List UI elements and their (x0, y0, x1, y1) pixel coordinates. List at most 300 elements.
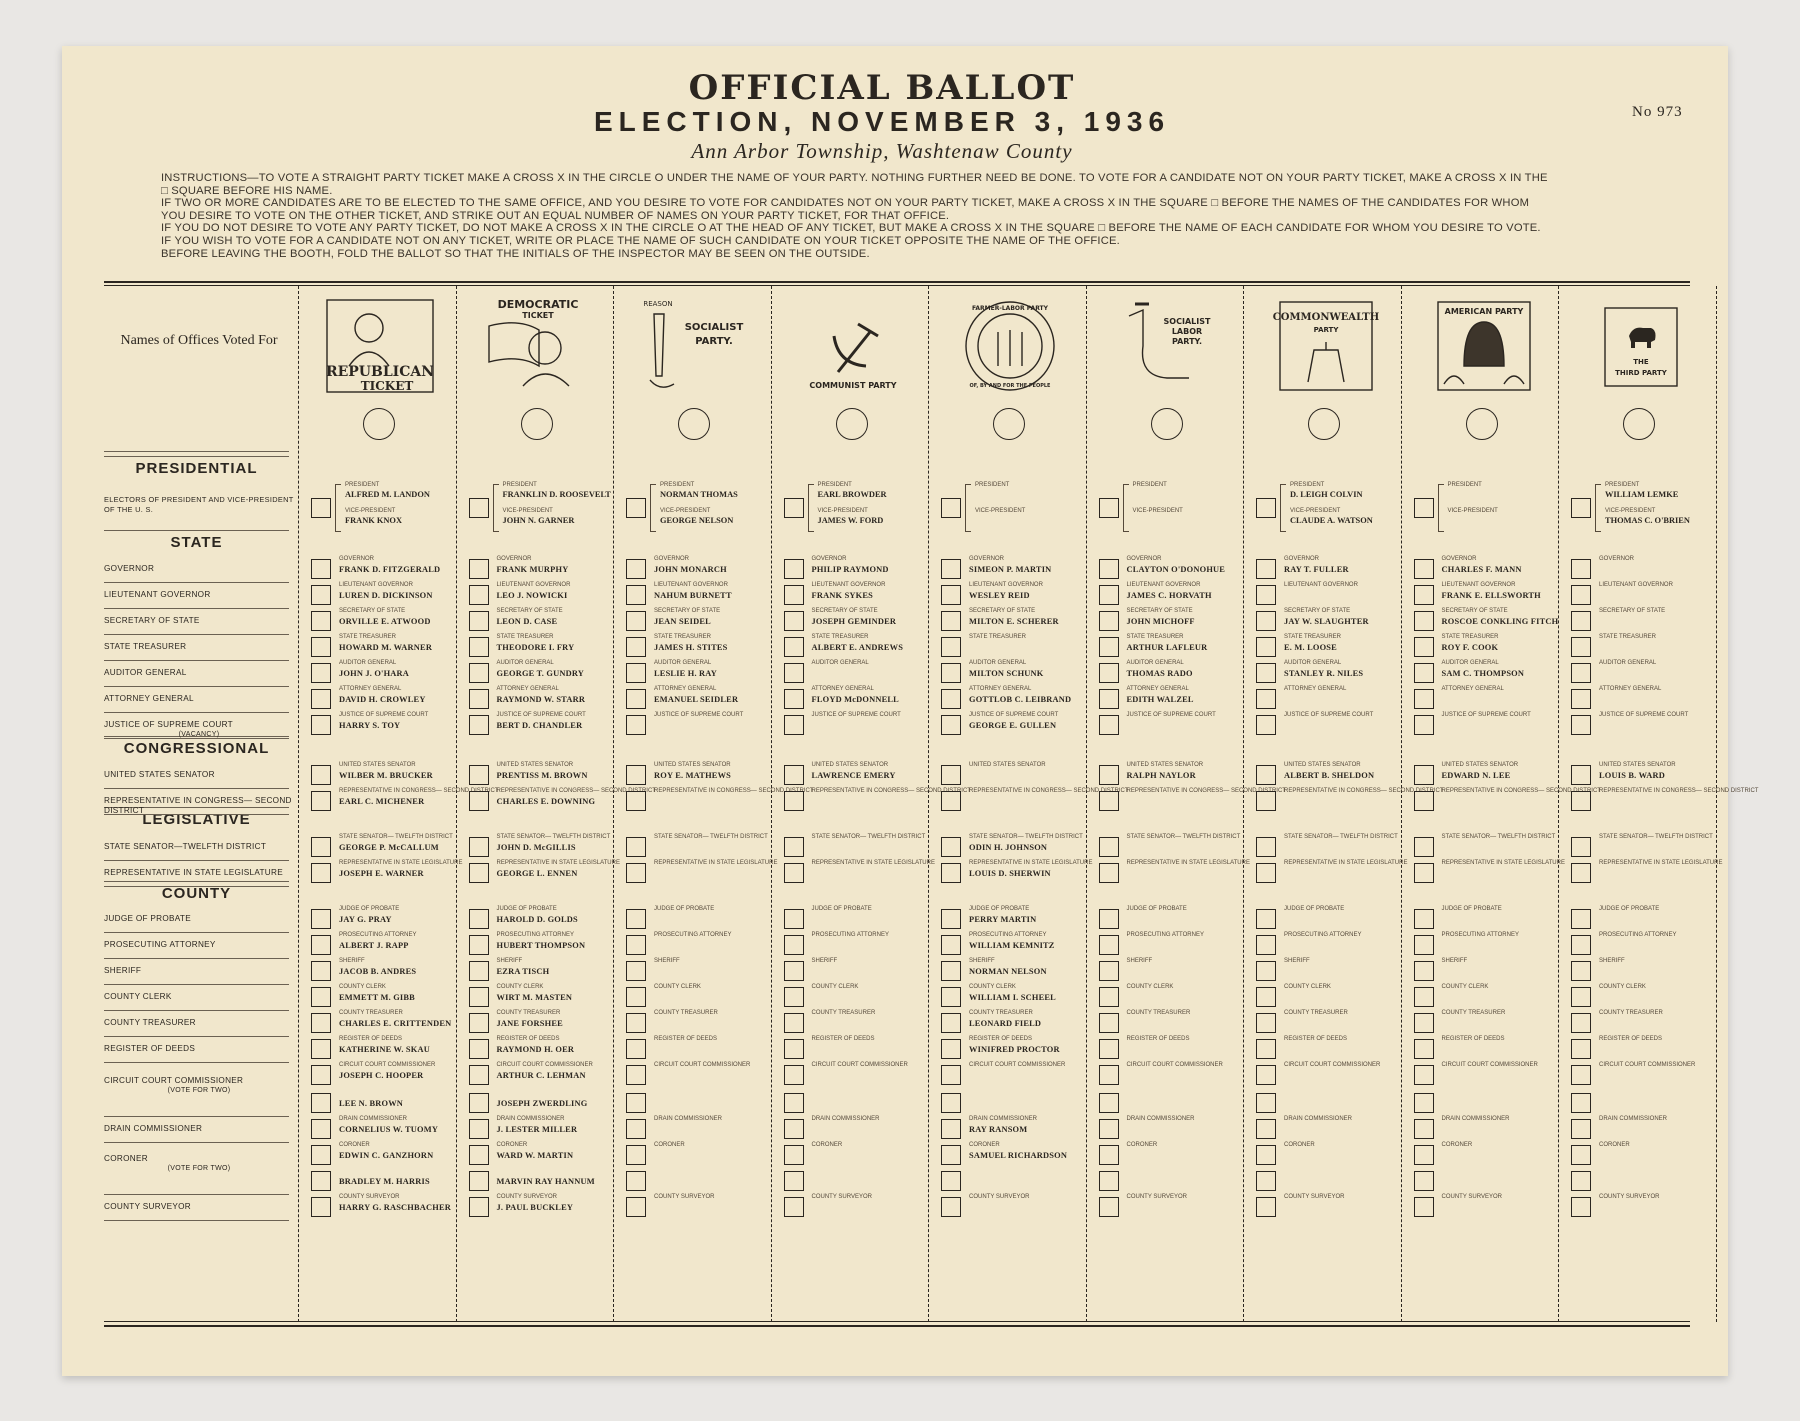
vote-checkbox[interactable] (1414, 1171, 1434, 1191)
candidate-name: FRANK SYKES (811, 591, 874, 600)
office-label-small: STATE SENATOR— TWELFTH DISTRICT (1441, 834, 1556, 840)
section-heading-state: STATE (170, 534, 223, 551)
office-label-small: COUNTY CLERK (654, 984, 701, 990)
vote-checkbox[interactable] (941, 765, 961, 785)
vote-checkbox[interactable] (941, 1145, 961, 1165)
vote-checkbox[interactable] (1099, 689, 1119, 709)
vote-checkbox[interactable] (784, 909, 804, 929)
presidential-electors-cell (1089, 480, 1239, 536)
vote-checkbox[interactable] (1414, 498, 1434, 518)
straight-ticket-circle[interactable] (993, 408, 1025, 440)
vote-checkbox[interactable] (1256, 1093, 1276, 1113)
vote-checkbox[interactable] (1414, 863, 1434, 883)
vote-checkbox[interactable] (311, 1039, 331, 1059)
ballot-cell (1089, 582, 1239, 609)
vote-checkbox[interactable] (1414, 637, 1434, 657)
vote-checkbox[interactable] (1099, 791, 1119, 811)
vote-checkbox[interactable] (1256, 961, 1276, 981)
vote-checkbox[interactable] (1571, 1145, 1591, 1165)
vote-checkbox[interactable] (784, 791, 804, 811)
vote-checkbox[interactable] (784, 961, 804, 981)
vote-checkbox[interactable] (784, 715, 804, 735)
vote-checkbox[interactable] (626, 663, 646, 683)
vote-checkbox[interactable] (1571, 637, 1591, 657)
straight-ticket-circle[interactable] (521, 408, 553, 440)
vote-checkbox[interactable] (1099, 935, 1119, 955)
vote-checkbox[interactable] (1099, 585, 1119, 605)
vote-checkbox[interactable] (1571, 837, 1591, 857)
vote-checkbox[interactable] (311, 935, 331, 955)
vote-checkbox[interactable] (469, 1145, 489, 1165)
vote-checkbox[interactable] (1571, 585, 1591, 605)
vote-checkbox[interactable] (469, 1093, 489, 1113)
vote-checkbox[interactable] (626, 559, 646, 579)
vote-checkbox[interactable] (311, 1171, 331, 1191)
vote-checkbox[interactable] (1414, 837, 1434, 857)
vote-checkbox[interactable] (1414, 1093, 1434, 1113)
vote-checkbox[interactable] (1414, 611, 1434, 631)
vote-checkbox[interactable] (626, 961, 646, 981)
straight-ticket-circle[interactable] (363, 408, 395, 440)
vote-checkbox[interactable] (1571, 1013, 1591, 1033)
office-label (104, 868, 294, 878)
vote-checkbox[interactable] (1099, 765, 1119, 785)
vote-checkbox[interactable] (1099, 1065, 1119, 1085)
vote-checkbox[interactable] (941, 961, 961, 981)
ballot-cell (1404, 860, 1565, 887)
ballot-cell (931, 1090, 1081, 1117)
candidate-name: DAVID H. CROWLEY (339, 695, 426, 704)
vote-checkbox[interactable] (626, 611, 646, 631)
vote-checkbox[interactable] (784, 987, 804, 1007)
vote-checkbox[interactable] (941, 1093, 961, 1113)
party-emblem-icon (1109, 296, 1227, 396)
vote-checkbox[interactable] (784, 1065, 804, 1085)
vote-checkbox[interactable] (1414, 961, 1434, 981)
ballot-cell (1404, 958, 1554, 985)
row-divider (104, 932, 289, 933)
office-label (104, 1044, 294, 1054)
vote-checkbox[interactable] (1099, 1171, 1119, 1191)
vote-checkbox[interactable] (1571, 987, 1591, 1007)
ballot-cell (931, 958, 1081, 985)
candidate-name: GEORGE L. ENNEN (496, 869, 578, 878)
vote-checkbox[interactable] (626, 909, 646, 929)
vote-checkbox[interactable] (784, 559, 804, 579)
vote-checkbox[interactable] (941, 909, 961, 929)
vote-checkbox[interactable] (626, 637, 646, 657)
straight-ticket-circle[interactable] (836, 408, 868, 440)
vote-checkbox[interactable] (1414, 559, 1434, 579)
vote-checkbox[interactable] (1414, 765, 1434, 785)
vote-checkbox[interactable] (311, 837, 331, 857)
office-label-small: STATE SENATOR— TWELFTH DISTRICT (1599, 834, 1713, 840)
vote-checkbox[interactable] (1414, 585, 1434, 605)
vote-checkbox[interactable] (626, 935, 646, 955)
vote-checkbox[interactable] (1414, 987, 1434, 1007)
candidate-name: PHILIP RAYMOND (811, 565, 889, 574)
vote-checkbox[interactable] (941, 1065, 961, 1085)
vote-checkbox[interactable] (1571, 1119, 1591, 1139)
vote-checkbox[interactable] (626, 1065, 646, 1085)
ballot-cell (459, 608, 609, 635)
vote-checkbox[interactable] (941, 1197, 961, 1217)
vote-checkbox[interactable] (311, 1065, 331, 1085)
office-label-small: REPRESENTATIVE IN CONGRESS— SECOND DISTRICT (1441, 788, 1601, 794)
vote-checkbox[interactable] (941, 1039, 961, 1059)
vote-checkbox[interactable] (784, 1039, 804, 1059)
vote-checkbox[interactable] (941, 715, 961, 735)
vote-checkbox[interactable] (311, 715, 331, 735)
vote-checkbox[interactable] (1256, 637, 1276, 657)
vote-checkbox[interactable] (1414, 935, 1434, 955)
column-divider (298, 286, 299, 1322)
ballot-cell (931, 556, 1081, 583)
vote-checkbox[interactable] (784, 663, 804, 683)
vote-checkbox[interactable] (311, 498, 331, 518)
vote-checkbox[interactable] (1571, 1171, 1591, 1191)
straight-ticket-circle[interactable] (1308, 408, 1340, 440)
candidate-name: NORMAN NELSON (969, 967, 1047, 976)
vote-checkbox[interactable] (1414, 689, 1434, 709)
office-label-small: SHERIFF (496, 958, 523, 964)
vote-checkbox[interactable] (469, 689, 489, 709)
vote-checkbox[interactable] (1414, 1039, 1434, 1059)
party-emblem-icon (1424, 296, 1542, 396)
vote-checkbox[interactable] (1256, 791, 1276, 811)
office-label-small: STATE TREASURER (1126, 634, 1184, 640)
ballot-cell (1246, 634, 1396, 661)
vote-checkbox[interactable] (941, 935, 961, 955)
straight-ticket-circle[interactable] (1466, 408, 1498, 440)
vote-checkbox[interactable] (1099, 715, 1119, 735)
vote-checkbox[interactable] (1256, 935, 1276, 955)
vote-checkbox[interactable] (311, 1145, 331, 1165)
ballot-cell (931, 1116, 1081, 1143)
vote-checkbox[interactable] (941, 1171, 961, 1191)
vote-checkbox[interactable] (311, 909, 331, 929)
office-label-small: GOVERNOR (1284, 556, 1320, 562)
vote-checkbox[interactable] (941, 689, 961, 709)
ballot-cell (301, 788, 499, 815)
vote-checkbox[interactable] (626, 689, 646, 709)
vote-checkbox[interactable] (941, 987, 961, 1007)
vote-checkbox[interactable] (311, 1093, 331, 1113)
vote-checkbox[interactable] (311, 1197, 331, 1217)
row-divider (104, 1010, 289, 1011)
vote-checkbox[interactable] (1256, 585, 1276, 605)
office-label-small: DRAIN COMMISSIONER (1284, 1116, 1353, 1122)
vote-checkbox[interactable] (1256, 1171, 1276, 1191)
vote-checkbox[interactable] (311, 987, 331, 1007)
vote-checkbox[interactable] (469, 559, 489, 579)
vote-checkbox[interactable] (1414, 1013, 1434, 1033)
vote-checkbox[interactable] (1099, 1119, 1119, 1139)
vote-checkbox[interactable] (469, 987, 489, 1007)
brace-bracket (1280, 484, 1286, 532)
vote-checkbox[interactable] (941, 863, 961, 883)
ballot-cell (774, 834, 924, 861)
vote-checkbox[interactable] (784, 1171, 804, 1191)
vote-checkbox[interactable] (1571, 1197, 1591, 1217)
vote-checkbox[interactable] (469, 1013, 489, 1033)
vote-checkbox[interactable] (1099, 611, 1119, 631)
vote-checkbox[interactable] (1099, 637, 1119, 657)
vote-checkbox[interactable] (626, 765, 646, 785)
vote-checkbox[interactable] (784, 863, 804, 883)
vote-checkbox[interactable] (1099, 837, 1119, 857)
candidate-name: THOMAS C. O'BRIEN (1605, 516, 1690, 525)
party-emblem-icon (1109, 296, 1227, 396)
candidate-name: EZRA TISCH (496, 967, 550, 976)
vote-checkbox[interactable] (1099, 1039, 1119, 1059)
straight-ticket-circle[interactable] (1151, 408, 1183, 440)
vote-checkbox[interactable] (469, 1119, 489, 1139)
vote-checkbox[interactable] (469, 611, 489, 631)
vote-checkbox[interactable] (1099, 863, 1119, 883)
vote-checkbox[interactable] (469, 715, 489, 735)
vote-checkbox[interactable] (469, 1039, 489, 1059)
vote-checkbox[interactable] (1571, 663, 1591, 683)
vote-checkbox[interactable] (311, 1119, 331, 1139)
vote-checkbox[interactable] (469, 1171, 489, 1191)
office-label-small: SECRETARY OF STATE (496, 608, 563, 614)
ballot-cell (774, 762, 924, 789)
candidate-name: LESLIE H. RAY (654, 669, 718, 678)
vote-checkbox[interactable] (941, 637, 961, 657)
vote-checkbox[interactable] (626, 1145, 646, 1165)
vote-checkbox[interactable] (626, 498, 646, 518)
vote-checkbox[interactable] (626, 1197, 646, 1217)
vote-checkbox[interactable] (784, 765, 804, 785)
office-label-small: GOVERNOR (1126, 556, 1162, 562)
vote-checkbox[interactable] (469, 498, 489, 518)
vote-checkbox[interactable] (1256, 1065, 1276, 1085)
vote-checkbox[interactable] (1256, 909, 1276, 929)
vote-checkbox[interactable] (626, 1039, 646, 1059)
vote-checkbox[interactable] (1571, 498, 1591, 518)
vote-checkbox[interactable] (1256, 1119, 1276, 1139)
vote-checkbox[interactable] (784, 611, 804, 631)
vote-checkbox[interactable] (469, 1065, 489, 1085)
vote-checkbox[interactable] (1099, 987, 1119, 1007)
vote-checkbox[interactable] (1571, 765, 1591, 785)
vote-checkbox[interactable] (1256, 987, 1276, 1007)
vote-checkbox[interactable] (1571, 559, 1591, 579)
ballot-cell (459, 1142, 609, 1169)
vote-checkbox[interactable] (311, 585, 331, 605)
straight-ticket-circle[interactable] (678, 408, 710, 440)
vote-checkbox[interactable] (1571, 909, 1591, 929)
office-label-small: REPRESENTATIVE IN STATE LEGISLATURE (1284, 860, 1408, 866)
vote-checkbox[interactable] (1256, 837, 1276, 857)
vote-checkbox[interactable] (784, 637, 804, 657)
vote-checkbox[interactable] (626, 585, 646, 605)
office-label-small: REPRESENTATIVE IN STATE LEGISLATURE (1126, 860, 1250, 866)
vote-checkbox[interactable] (1256, 1013, 1276, 1033)
vote-checkbox[interactable] (469, 765, 489, 785)
vote-checkbox[interactable] (1571, 791, 1591, 811)
vote-checkbox[interactable] (941, 1119, 961, 1139)
vote-checkbox[interactable] (1256, 663, 1276, 683)
vote-checkbox[interactable] (469, 1197, 489, 1217)
vote-checkbox[interactable] (1256, 498, 1276, 518)
vote-checkbox[interactable] (311, 961, 331, 981)
office-label-small: DRAIN COMMISSIONER (654, 1116, 723, 1122)
vote-checkbox[interactable] (626, 715, 646, 735)
candidate-name: ODIN H. JOHNSON (969, 843, 1048, 852)
office-label-small: GOVERNOR (1599, 556, 1635, 562)
candidate-name: JOSEPH ZWERDLING (496, 1099, 588, 1108)
vote-checkbox[interactable] (941, 791, 961, 811)
vote-checkbox[interactable] (311, 689, 331, 709)
vote-checkbox[interactable] (1571, 863, 1591, 883)
vote-checkbox[interactable] (626, 987, 646, 1007)
vote-checkbox[interactable] (1571, 715, 1591, 735)
office-label-small: LIEUTENANT GOVERNOR (1126, 582, 1201, 588)
office-label-small: UNITED STATES SENATOR (1284, 762, 1361, 768)
vote-checkbox[interactable] (311, 559, 331, 579)
vote-checkbox[interactable] (1099, 1145, 1119, 1165)
vote-checkbox[interactable] (1571, 689, 1591, 709)
vote-checkbox[interactable] (626, 1093, 646, 1113)
candidate-name: WESLEY REID (969, 591, 1030, 600)
party-emblem-icon (321, 296, 439, 396)
office-label-small: CORONER (1599, 1142, 1630, 1148)
vote-checkbox[interactable] (1256, 715, 1276, 735)
vote-checkbox[interactable] (1256, 1145, 1276, 1165)
vote-checkbox[interactable] (941, 611, 961, 631)
vote-checkbox[interactable] (1571, 935, 1591, 955)
vote-checkbox[interactable] (1414, 1065, 1434, 1085)
vote-checkbox[interactable] (469, 961, 489, 981)
vote-checkbox[interactable] (1571, 1039, 1591, 1059)
ballot-cell (301, 958, 451, 985)
vote-checkbox[interactable] (1414, 1145, 1434, 1165)
vote-checkbox[interactable] (1414, 1197, 1434, 1217)
vote-checkbox[interactable] (784, 1093, 804, 1113)
vote-checkbox[interactable] (784, 837, 804, 857)
vote-checkbox[interactable] (1099, 498, 1119, 518)
vote-checkbox[interactable] (1256, 1039, 1276, 1059)
candidate-name: ALBERT E. ANDREWS (811, 643, 904, 652)
vote-checkbox[interactable] (626, 863, 646, 883)
office-label-small: UNITED STATES SENATOR (1126, 762, 1204, 768)
vote-checkbox[interactable] (1256, 689, 1276, 709)
vote-checkbox[interactable] (469, 935, 489, 955)
ballot-cell (774, 860, 935, 887)
vote-checkbox[interactable] (469, 637, 489, 657)
vote-checkbox[interactable] (1256, 611, 1276, 631)
row-divider (104, 686, 289, 687)
vote-checkbox[interactable] (311, 663, 331, 683)
vote-checkbox[interactable] (1571, 961, 1591, 981)
vote-checkbox[interactable] (311, 637, 331, 657)
vote-checkbox[interactable] (1099, 559, 1119, 579)
office-label-small: JUDGE OF PROBATE (654, 906, 715, 912)
office-label (104, 1018, 294, 1028)
vote-checkbox[interactable] (1256, 1197, 1276, 1217)
office-label-small: COUNTY SURVEYOR (496, 1194, 557, 1200)
vote-checkbox[interactable] (1571, 611, 1591, 631)
vote-checkbox[interactable] (469, 663, 489, 683)
vote-checkbox[interactable] (469, 791, 489, 811)
ballot-cell (616, 1062, 766, 1089)
vote-checkbox[interactable] (1256, 863, 1276, 883)
svg-text:SOCIALIST: SOCIALIST (684, 322, 744, 333)
vote-checkbox[interactable] (941, 559, 961, 579)
vote-checkbox[interactable] (626, 1171, 646, 1191)
vote-checkbox[interactable] (626, 1013, 646, 1033)
vote-checkbox[interactable] (1414, 663, 1434, 683)
vote-checkbox[interactable] (1099, 1013, 1119, 1033)
ballot-cell (931, 762, 1081, 789)
vote-checkbox[interactable] (311, 611, 331, 631)
vote-checkbox[interactable] (626, 1119, 646, 1139)
office-label-small: COUNTY CLERK (1126, 984, 1174, 990)
vote-checkbox[interactable] (311, 1013, 331, 1033)
vote-checkbox[interactable] (1099, 1093, 1119, 1113)
vote-checkbox[interactable] (784, 1197, 804, 1217)
vote-checkbox[interactable] (1099, 1197, 1119, 1217)
vote-checkbox[interactable] (1099, 909, 1119, 929)
office-label-small: SECRETARY OF STATE (1441, 608, 1508, 614)
vote-checkbox[interactable] (311, 791, 331, 811)
vote-checkbox[interactable] (784, 585, 804, 605)
vote-checkbox[interactable] (941, 1013, 961, 1033)
vote-checkbox[interactable] (941, 585, 961, 605)
office-label-small: UNITED STATES SENATOR (654, 762, 731, 768)
vote-checkbox[interactable] (626, 837, 646, 857)
vote-checkbox[interactable] (941, 663, 961, 683)
party-header (616, 286, 772, 446)
vote-checkbox[interactable] (1571, 1065, 1591, 1085)
vote-checkbox[interactable] (1414, 791, 1434, 811)
vote-checkbox[interactable] (941, 498, 961, 518)
vote-checkbox[interactable] (469, 863, 489, 883)
vote-checkbox[interactable] (311, 863, 331, 883)
vote-checkbox[interactable] (941, 837, 961, 857)
vote-checkbox[interactable] (784, 1145, 804, 1165)
vote-checkbox[interactable] (311, 765, 331, 785)
office-label-small: COUNTY SURVEYOR (1441, 1194, 1502, 1200)
vote-checkbox[interactable] (1571, 1093, 1591, 1113)
vote-checkbox[interactable] (784, 689, 804, 709)
vote-checkbox[interactable] (1414, 715, 1434, 735)
vote-checkbox[interactable] (784, 935, 804, 955)
vote-checkbox[interactable] (469, 837, 489, 857)
row-divider (104, 1036, 289, 1037)
vote-checkbox[interactable] (469, 585, 489, 605)
vote-checkbox[interactable] (1414, 909, 1434, 929)
vote-checkbox[interactable] (1414, 1119, 1434, 1139)
vote-checkbox[interactable] (1256, 765, 1276, 785)
office-label-small: CORONER (811, 1142, 843, 1148)
ballot-cell (1404, 1090, 1554, 1117)
vote-checkbox[interactable] (469, 909, 489, 929)
vote-checkbox[interactable] (626, 791, 646, 811)
straight-ticket-circle[interactable] (1623, 408, 1655, 440)
vote-checkbox[interactable] (1099, 961, 1119, 981)
office-label-small: REPRESENTATIVE IN STATE LEGISLATURE (1441, 860, 1565, 866)
ballot-instructions (161, 172, 1556, 260)
vote-checkbox[interactable] (1099, 663, 1119, 683)
vote-checkbox[interactable] (1256, 559, 1276, 579)
office-name: SECRETARY OF STATE (104, 616, 200, 625)
vote-checkbox[interactable] (784, 1119, 804, 1139)
vote-checkbox[interactable] (784, 1013, 804, 1033)
vote-checkbox[interactable] (784, 498, 804, 518)
